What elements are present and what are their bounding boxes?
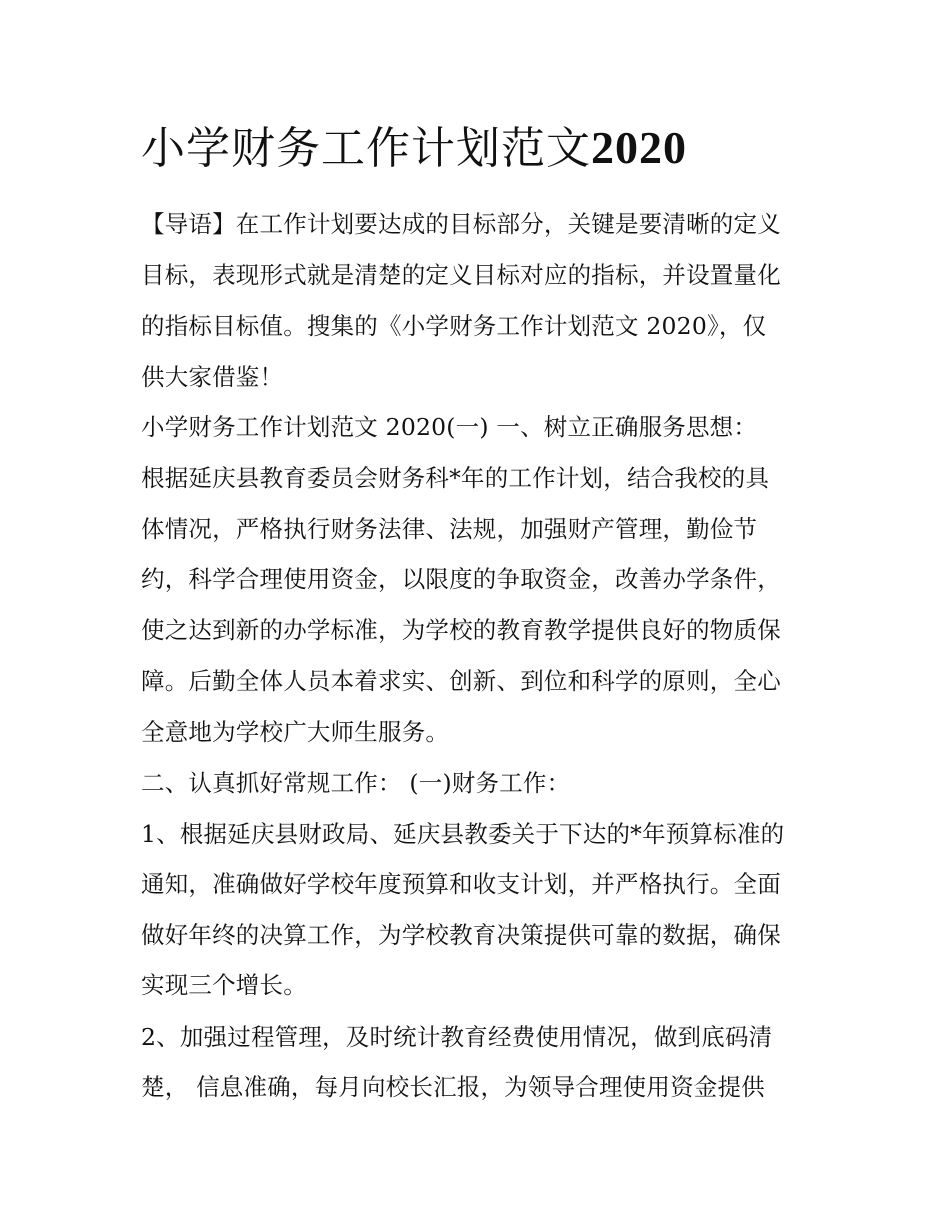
body-line: 实现三个增长。 (141, 971, 307, 999)
body-line: 二、认真抓好常规工作： (一)财务工作： (141, 769, 571, 797)
body-line: 通知，准确做好学校年度预算和收支计划，并严格执行。全面 (141, 870, 781, 898)
body-line: 体情况，严格执行财务法律、法规，加强财产管理，勤俭节 (141, 515, 758, 543)
body-line: 的指标目标值。搜集的《小学财务工作计划范文 2020》，仅 (141, 312, 767, 340)
title-text: 小学财务工作计划范文 (141, 123, 591, 174)
body-line: 小学财务工作计划范文 2020(一) 一、树立正确服务思想： (141, 413, 758, 441)
body-line: 约，科学合理使用资金，以限度的争取资金，改善办学条件， (141, 565, 781, 593)
page-title (141, 118, 687, 179)
body-line: 目标，表现形式就是清楚的定义目标对应的指标，并设置量化 (141, 261, 781, 289)
body-line: 【导语】在工作计划要达成的目标部分，关键是要清晰的定义 (141, 210, 781, 238)
body-line: 楚， 信息准确，每月向校长汇报，为领导合理使用资金提供 (141, 1073, 765, 1101)
title-year: 2020 (591, 122, 687, 173)
body-line: 使之达到新的办学标准，为学校的教育教学提供良好的物质保 (141, 616, 781, 644)
body-line: 全意地为学校广大师生服务。 (141, 718, 450, 746)
body-line: 做好年终的决算工作，为学校教育决策提供可靠的数据，确保 (141, 921, 781, 949)
body-line: 障。后勤全体人员本着求实、创新、到位和科学的原则，全心 (141, 667, 781, 695)
body-line: 供大家借鉴！ (141, 363, 284, 391)
body-line: 2、加强过程管理，及时统计教育经费使用情况，做到底码清 (141, 1023, 773, 1051)
body-line: 根据延庆县教育委员会财务科*年的工作计划，结合我校的具 (141, 464, 770, 492)
body-line: 1、根据延庆县财政局、延庆县教委关于下达的*年预算标准的 (141, 820, 785, 848)
